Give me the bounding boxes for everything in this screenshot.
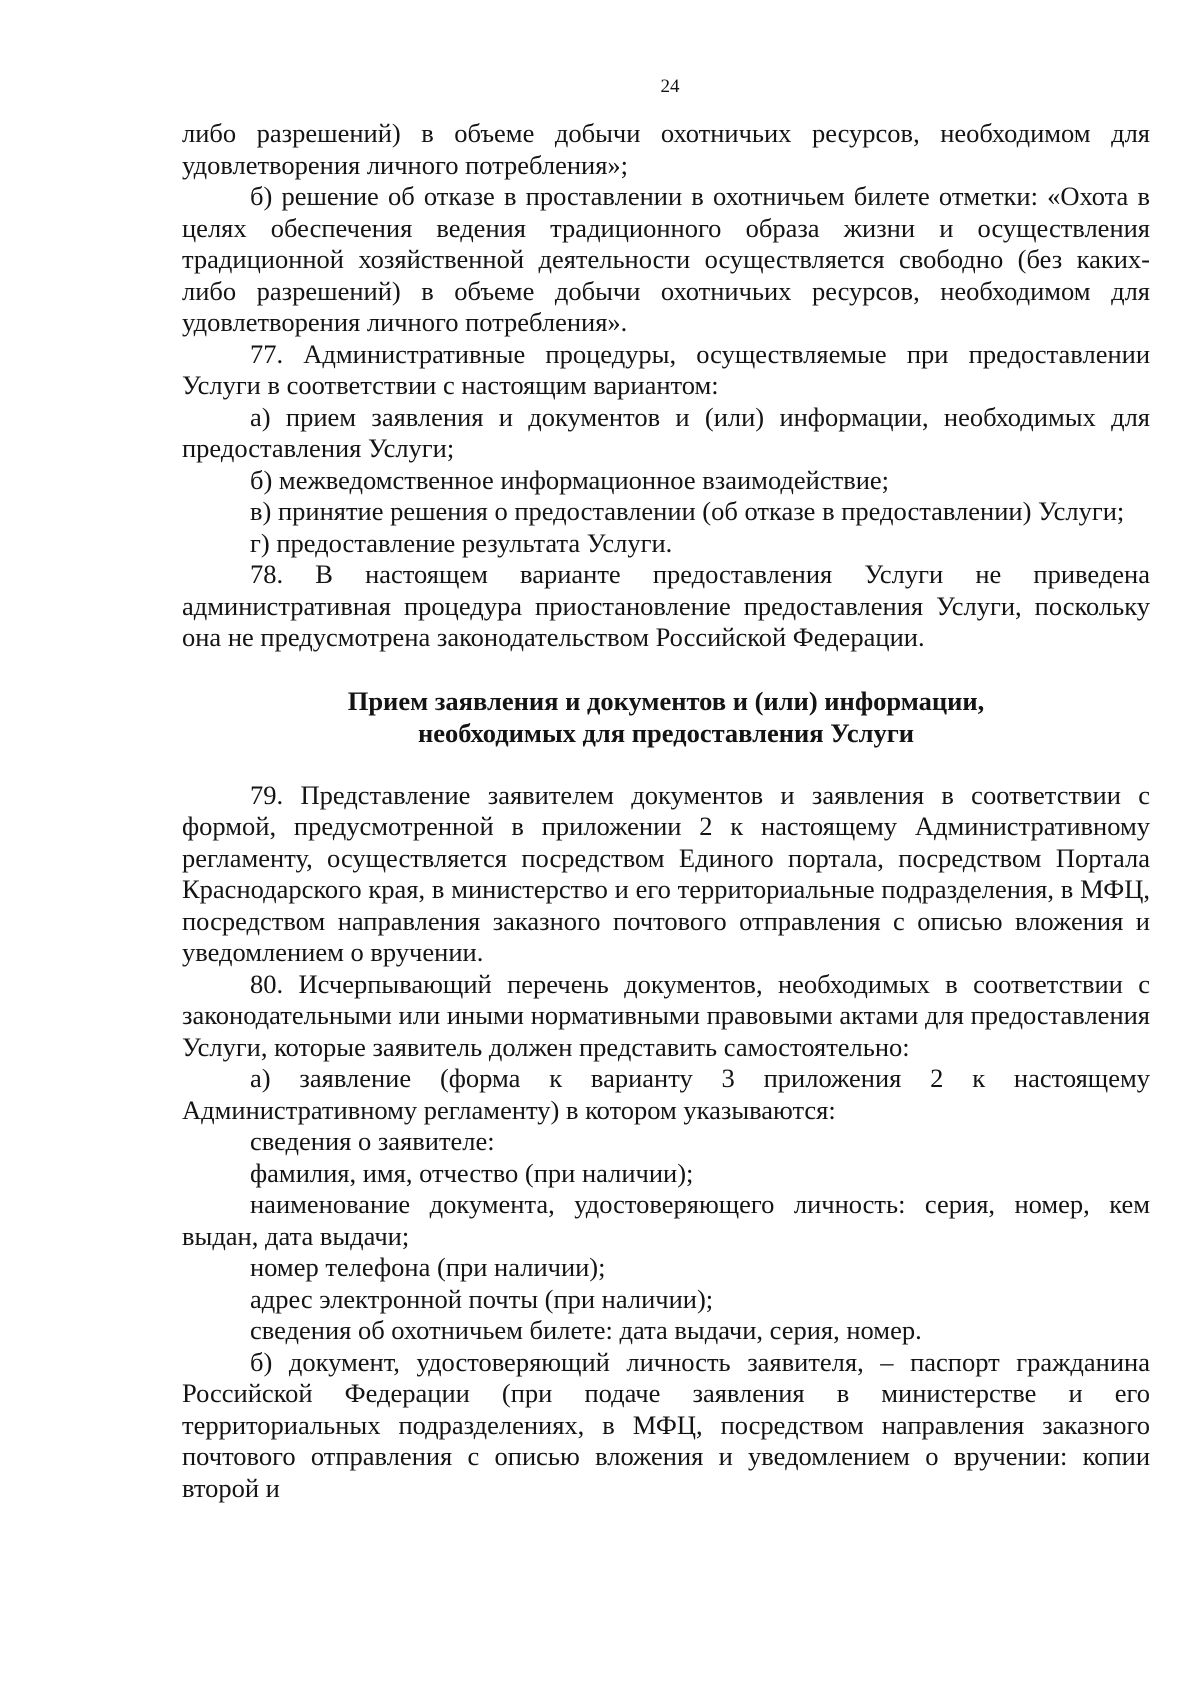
section-heading-line: необходимых для предоставления Услуги <box>417 717 915 748</box>
paragraph: 78. В настоящем варианте предоставления Услуги не приведена административная процедура приостановление предоставления Услуги, поскольку она не предусмотрена законодательством Российской Федерации. <box>182 559 1150 652</box>
list-item: в) принятие решения о предоставлении (об отказе в предоставлении) Услуги; <box>250 496 1125 526</box>
list-item: сведения об охотничьем билете: дата выдачи, серия, номер. <box>250 1315 922 1345</box>
paragraph: 77. Административные процедуры, осуществляемые при предоставлении Услуги в соответствии с настоящим вариантом: <box>182 338 1150 400</box>
paragraph: б) документ, удостоверяющий личность заявителя, – паспорт гражданина Российской Федерации (при подаче заявления в министерстве и его территориальных подразделениях, в МФЦ, посредством направления заказного почтового отправления с описью вложения и уведомлением о вручении: копии второй и <box>182 1346 1150 1503</box>
paragraph: 79. Представление заявителем документов и заявления в соответствии с формой, предусмотренной в приложении 2 к настоящему Административному регламенту, осуществляется посредством Единого портала, посредством Портала Краснодарского края, в министерство и его территориальные подразделения, в МФЦ, посредством направления заказного почтового отправления с описью вложения и уведомлением о вручении. <box>182 779 1150 967</box>
list-item: фамилия, имя, отчество (при наличии); <box>250 1157 694 1188</box>
list-item: сведения о заявителе: <box>250 1126 495 1156</box>
paragraph: 80. Исчерпывающий перечень документов, необходимых в соответствии с законодательными или иными нормативными правовыми актами для предоставления Услуги, которые заявитель должен представить самостоятельно: <box>182 968 1150 1062</box>
section-heading-line: Прием заявления и документов и (или) информации, <box>347 685 985 716</box>
list-item: наименование документа, удостоверяющего личность: серия, номер, кем выдан, дата выдачи; <box>182 1189 1150 1251</box>
list-item: а) прием заявления и документов и (или) информации, необходимых для предоставления Услуги; <box>182 401 1150 463</box>
list-item: номер телефона (при наличии); <box>250 1252 606 1282</box>
paragraph: либо разрешений) в объеме добычи охотничьих ресурсов, необходимом для удовлетворения личного потребления»; <box>182 118 1150 180</box>
list-item: г) предоставление результата Услуги. <box>250 527 673 558</box>
list-item: б) межведомственное информационное взаимодействие; <box>250 464 890 495</box>
list-item: а) заявление (форма к варианту 3 приложения 2 к настоящему Административному регламенту) в котором указываются: <box>182 1063 1150 1125</box>
page-number: 24 <box>660 76 680 97</box>
list-item: адрес электронной почты (при наличии); <box>250 1283 714 1314</box>
document-body <box>182 118 1150 1504</box>
section-heading <box>182 685 1150 749</box>
paragraph: б) решение об отказе в проставлении в охотничьем билете отметки: «Охота в целях обеспечения ведения традиционного образа жизни и осуществления традиционной хозяйственной деятельности осуществляется свободно (без каких-либо разрешений) в объеме добычи охотничьих ресурсов, необходимом для удовлетворения личного потребления». <box>182 181 1150 337</box>
